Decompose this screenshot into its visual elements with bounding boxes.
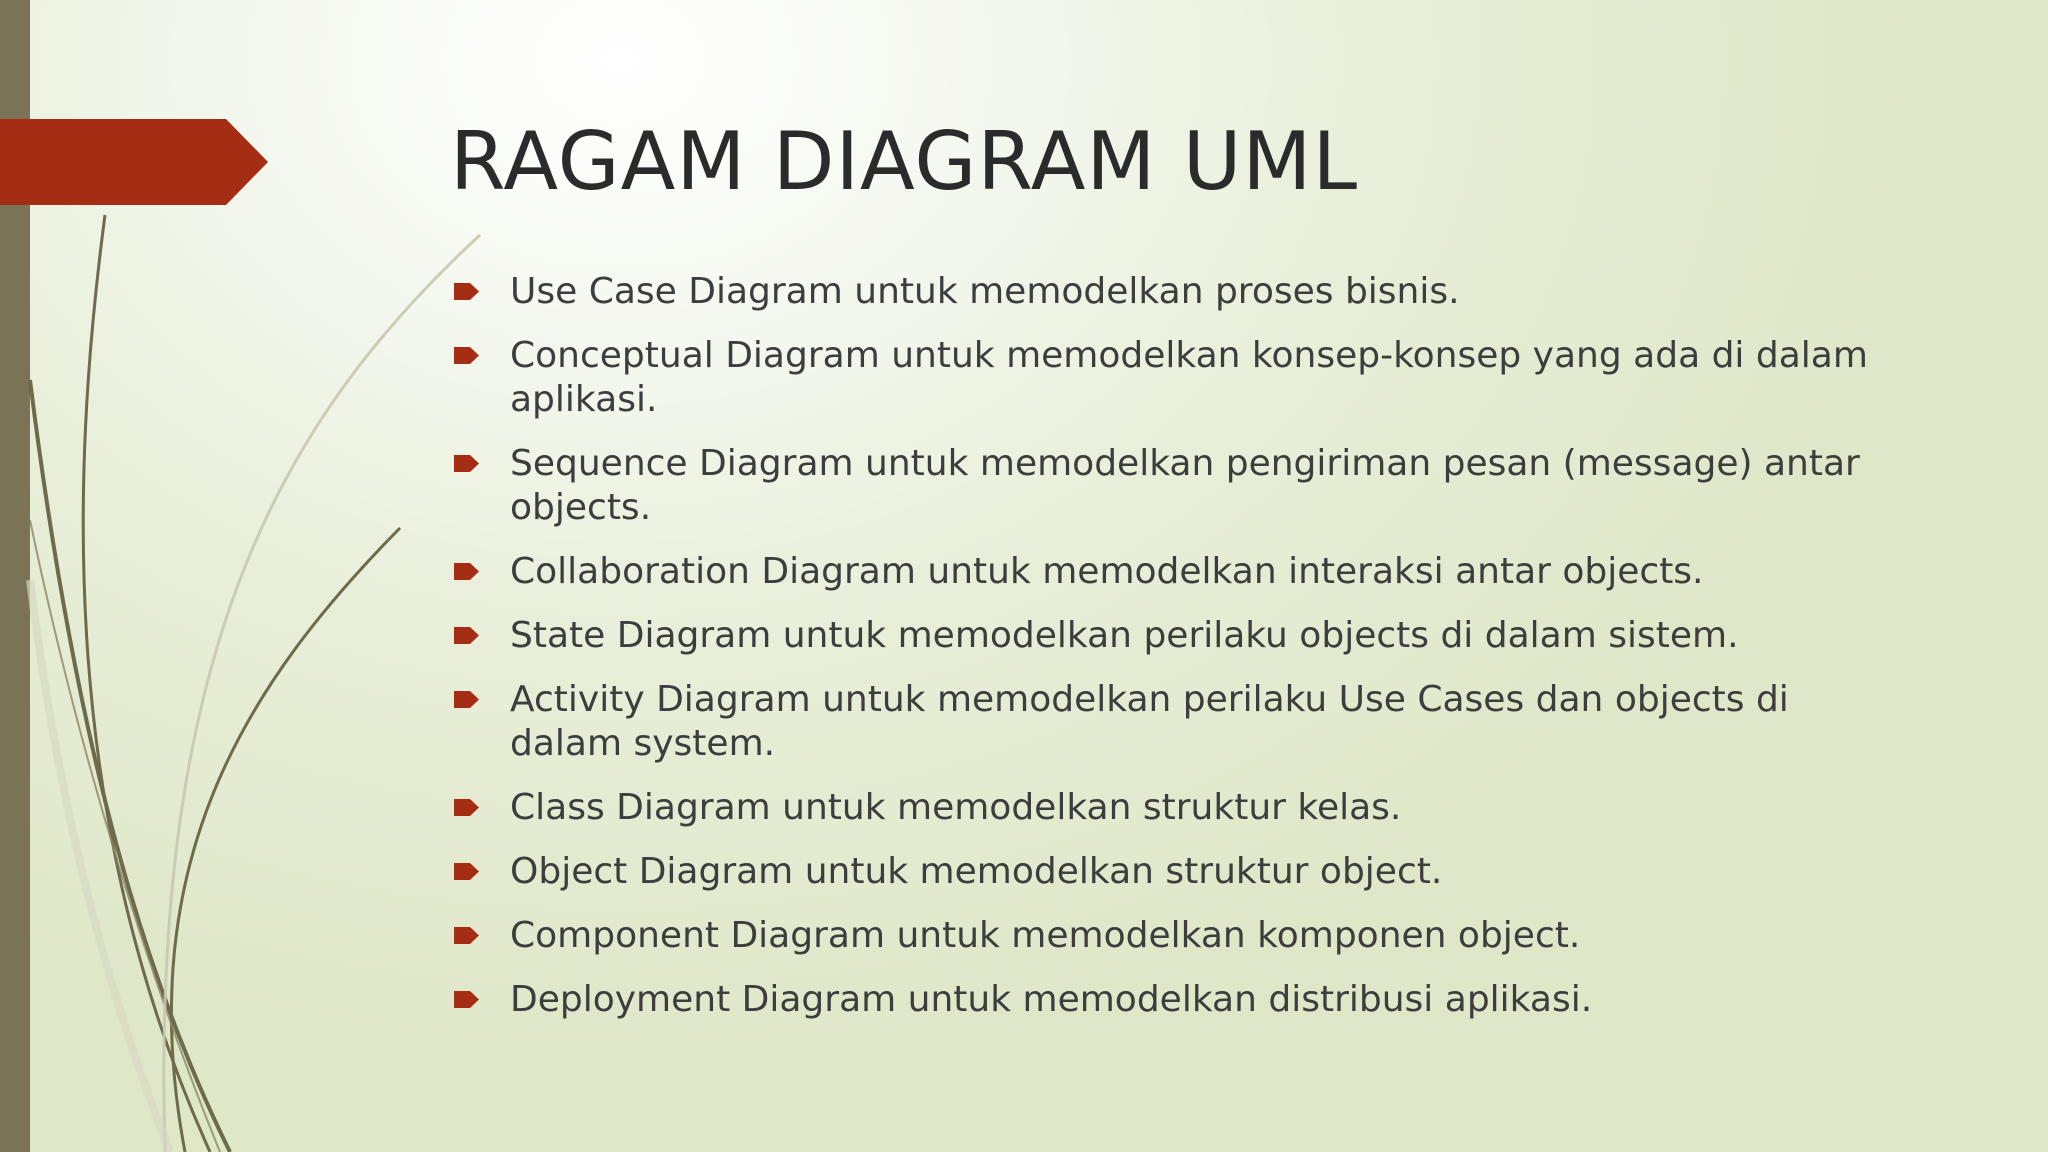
list-item [450,914,1900,958]
arrow-bullet-icon [454,799,480,816]
title-arrow-tab [0,119,270,205]
list-item [450,270,1900,314]
list-item-text: Component Diagram untuk memodelkan komponen object. [510,915,1581,956]
list-item-text: Conceptual Diagram untuk memodelkan konsep-konsep yang ada di dalam aplikasi. [510,335,1868,420]
arrow-bullet-icon [454,991,480,1008]
list-item [450,678,1900,766]
list-item-text: Collaboration Diagram untuk memodelkan interaksi antar objects. [510,551,1704,592]
arrow-bullet-icon [454,455,480,472]
list-item-text: Sequence Diagram untuk memodelkan pengiriman pesan (message) antar objects. [510,443,1860,528]
bullet-list [450,270,1900,1042]
list-item-text: Use Case Diagram untuk memodelkan proses bisnis. [510,271,1460,312]
list-item [450,978,1900,1022]
arrow-bullet-icon [454,927,480,944]
arrow-bullet-icon [454,563,480,580]
list-item [450,850,1900,894]
arrow-bullet-icon [454,627,480,644]
list-item-text: Class Diagram untuk memodelkan struktur kelas. [510,787,1402,828]
list-item-text: Deployment Diagram untuk memodelkan distribusi aplikasi. [510,979,1593,1020]
list-item [450,786,1900,830]
list-item [450,550,1900,594]
arrow-bullet-icon [454,863,480,880]
list-item-text: Object Diagram untuk memodelkan struktur object. [510,851,1443,892]
list-item [450,334,1900,422]
arrow-bullet-icon [454,283,480,300]
list-item-text: State Diagram untuk memodelkan perilaku objects di dalam sistem. [510,615,1739,656]
arrow-bullet-icon [454,691,480,708]
arrow-bullet-icon [454,347,480,364]
list-item [450,442,1900,530]
list-item-text: Activity Diagram untuk memodelkan perilaku Use Cases dan objects di dalam system. [510,679,1789,764]
slide-title: RAGAM DIAGRAM UML [450,115,1359,208]
list-item [450,614,1900,658]
